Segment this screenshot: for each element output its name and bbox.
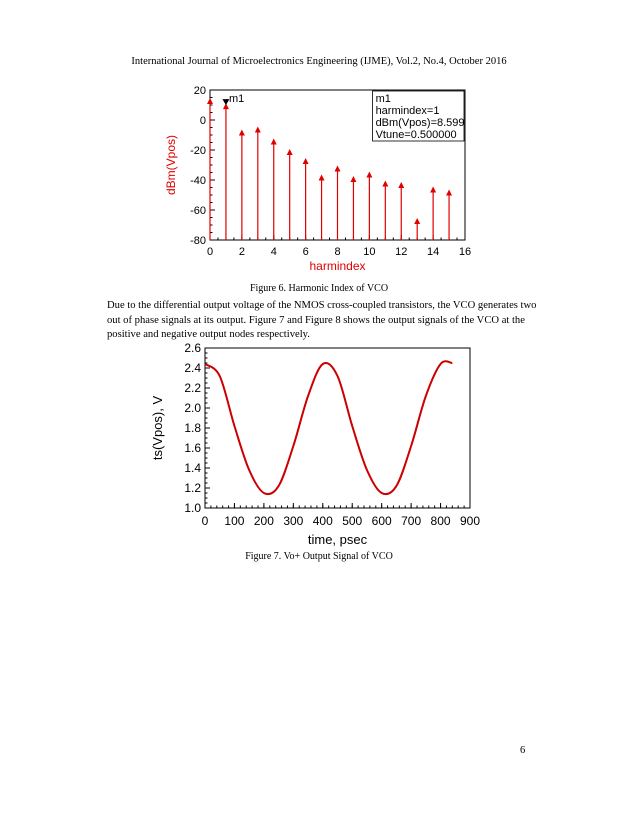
x-tick-label: 200 bbox=[253, 514, 274, 528]
x-tick-label: 900 bbox=[459, 514, 481, 528]
stem-head bbox=[271, 139, 277, 145]
x-tick-label: 6 bbox=[302, 246, 309, 258]
x-axis-label: time, psec bbox=[307, 532, 368, 547]
y-tick-label: -80 bbox=[190, 235, 206, 247]
stem-head bbox=[335, 166, 341, 172]
stem-head bbox=[239, 130, 245, 136]
y-tick-label: 0 bbox=[199, 115, 206, 127]
stem-head bbox=[414, 218, 420, 224]
x-tick-label: 700 bbox=[401, 514, 422, 528]
y-tick-label: 2.6 bbox=[184, 341, 201, 355]
x-axis-label: harmindex bbox=[309, 259, 366, 273]
x-tick-label: 14 bbox=[427, 246, 440, 258]
y-tick-label: 2.4 bbox=[184, 361, 201, 375]
x-tick-label: 500 bbox=[342, 514, 363, 528]
stem-head bbox=[398, 182, 404, 188]
stem-head bbox=[255, 127, 261, 133]
series-line bbox=[205, 361, 452, 494]
x-tick-label: 12 bbox=[395, 246, 408, 258]
body-paragraph: Due to the differential output voltage of the NMOS cross-coupled transistors, the VCO generates two out of phase signals at its output. Figure 7 and Figure 8 shows the output signals of the VCO at the positive and negative output nodes respectively. bbox=[107, 300, 537, 341]
y-tick-label: 1.4 bbox=[184, 461, 201, 475]
y-tick-label: 1.6 bbox=[184, 441, 201, 455]
output-signal-chart bbox=[140, 338, 500, 548]
stem-head bbox=[350, 176, 356, 182]
stem-head bbox=[319, 175, 325, 181]
y-tick-label: -40 bbox=[190, 175, 206, 187]
y-axis-label: dBm(Vpos) bbox=[164, 134, 178, 196]
x-tick-label: 600 bbox=[371, 514, 392, 528]
x-tick-label: 0 bbox=[201, 514, 209, 528]
y-axis-label: ts(Vpos), V bbox=[150, 395, 165, 461]
marker-label: m1 bbox=[228, 93, 245, 105]
y-tick-label: 1.0 bbox=[184, 501, 201, 515]
y-tick-label: 1.8 bbox=[184, 421, 201, 435]
page-number: 6 bbox=[520, 745, 526, 756]
y-tick-label: -20 bbox=[190, 145, 206, 157]
x-tick-label: 10 bbox=[363, 246, 376, 258]
stem-head bbox=[207, 98, 213, 104]
x-tick-label: 100 bbox=[224, 514, 245, 528]
stem-head bbox=[287, 149, 293, 155]
plot-frame bbox=[205, 348, 470, 508]
y-tick-label: -60 bbox=[190, 205, 206, 217]
x-tick-label: 8 bbox=[334, 246, 341, 258]
stem-head bbox=[382, 181, 388, 187]
y-tick-label: 2.2 bbox=[184, 381, 201, 395]
marker-info-line: m1 bbox=[375, 93, 391, 105]
marker-info-line: Vtune=0.500000 bbox=[375, 129, 457, 141]
stem-head bbox=[430, 187, 436, 193]
x-tick-label: 2 bbox=[238, 246, 245, 258]
y-tick-label: 1.2 bbox=[184, 481, 201, 495]
x-tick-label: 16 bbox=[458, 246, 472, 258]
marker-info-line: dBm(Vpos)=8.599 bbox=[375, 117, 465, 129]
y-tick-label: 2.0 bbox=[184, 401, 201, 415]
stem-head bbox=[303, 158, 309, 164]
x-tick-label: 0 bbox=[206, 246, 214, 258]
stem-head bbox=[366, 172, 372, 178]
figure-7-caption: Figure 7. Vo+ Output Signal of VCO bbox=[245, 551, 393, 562]
x-tick-label: 800 bbox=[430, 514, 451, 528]
running-header: International Journal of Microelectronics Engineering (IJME), Vol.2, No.4, October 2016 bbox=[131, 56, 507, 67]
x-tick-label: 400 bbox=[312, 514, 333, 528]
harmonic-index-chart bbox=[155, 80, 485, 280]
figure-6-caption: Figure 6. Harmonic Index of VCO bbox=[249, 283, 389, 294]
x-tick-label: 4 bbox=[270, 246, 277, 258]
x-tick-label: 300 bbox=[283, 514, 304, 528]
stem-head bbox=[446, 190, 452, 196]
marker-info-line: harmindex=1 bbox=[375, 105, 440, 117]
y-tick-label: 20 bbox=[193, 85, 206, 97]
